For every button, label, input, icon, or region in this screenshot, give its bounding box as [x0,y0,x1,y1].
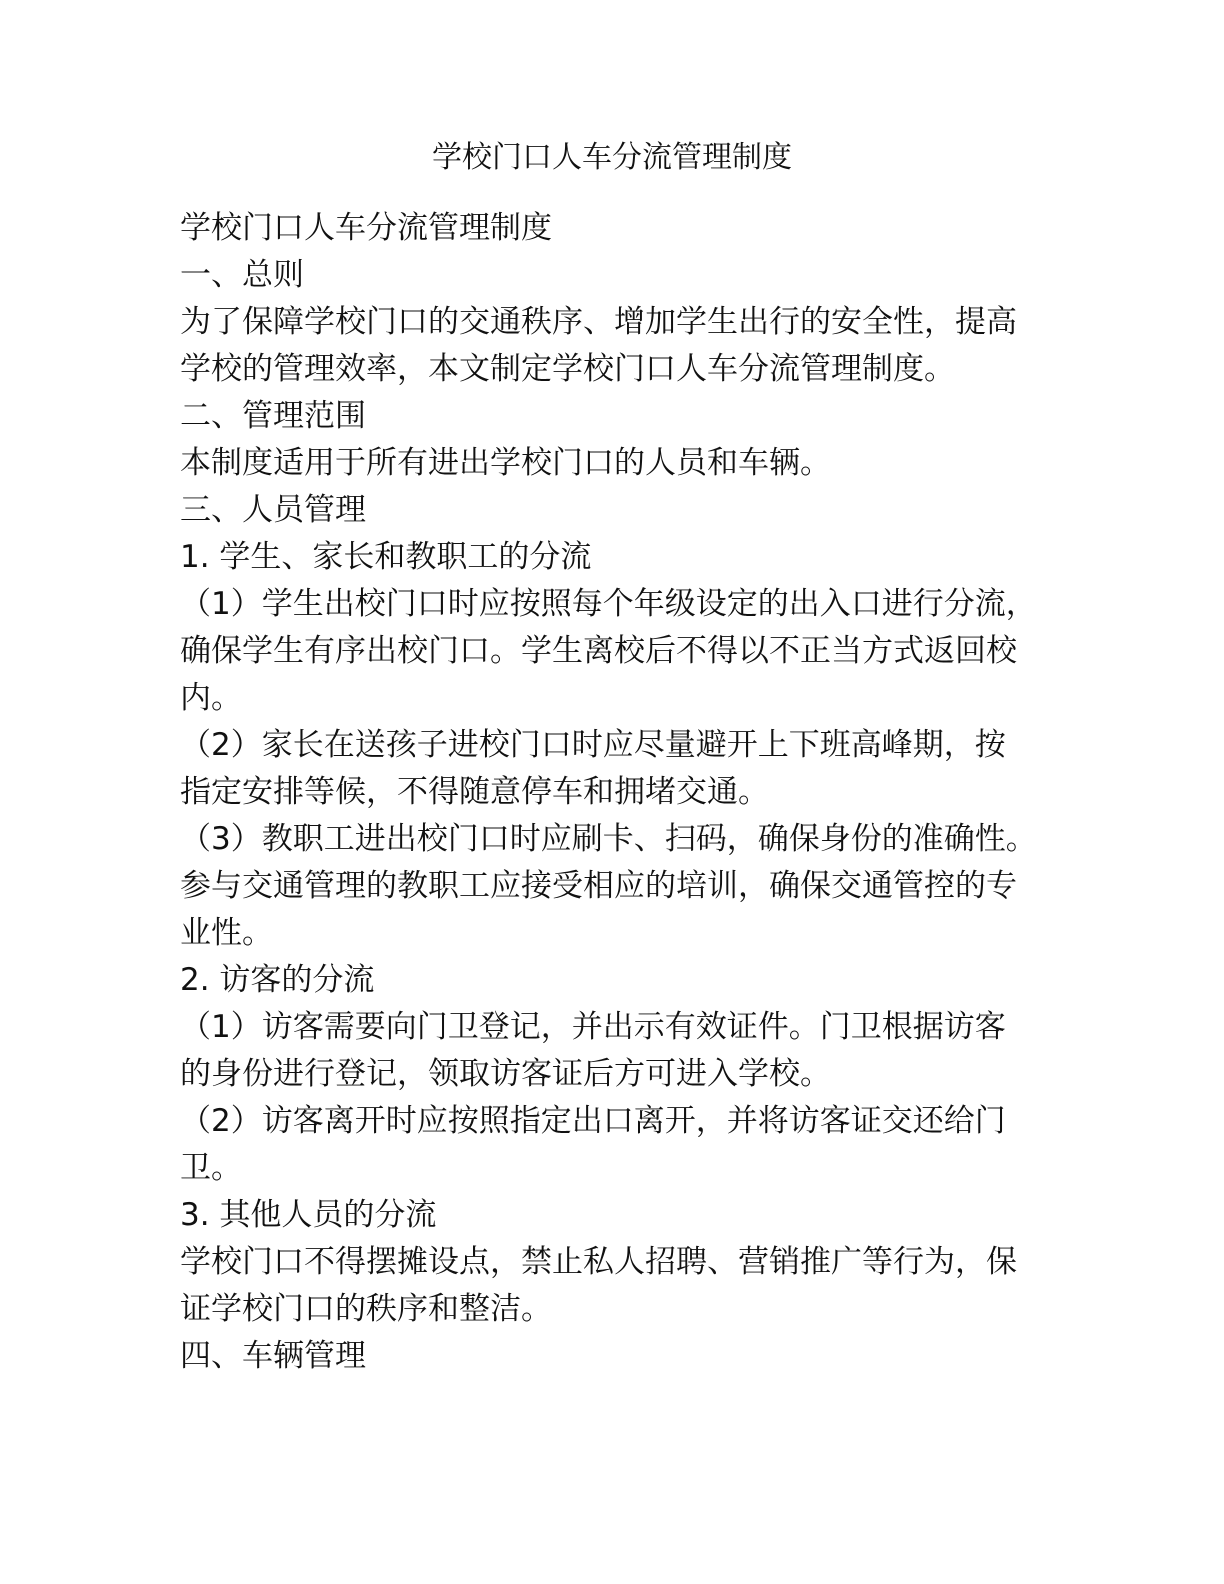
text-line: 为了保障学校门口的交通秩序、增加学生出行的安全性，提高 [180,304,1017,340]
subsection-heading: 2. 访客的分流 [180,962,375,998]
text-line: （1）学生出校门口时应按照每个年级设定的出入口进行分流， [180,586,1037,622]
text-line: 证学校门口的秩序和整洁。 [180,1291,552,1327]
text-line: 内。 [180,680,242,716]
text-line: （2）家长在送孩子进校门口时应尽量避开上下班高峰期，按 [180,727,1006,763]
text-line: 的身份进行登记，领取访客证后方可进入学校。 [180,1056,831,1092]
section-heading-scope: 二、管理范围 [180,398,366,434]
text-line: （3）教职工进出校门口时应刷卡、扫码，确保身份的准确性。 [180,821,1037,857]
text-line: 学校门口不得摆摊设点，禁止私人招聘、营销推广等行为，保 [180,1244,1017,1280]
subsection-heading: 3. 其他人员的分流 [180,1197,437,1233]
text-line: 卫。 [180,1150,242,1186]
text-line: 确保学生有序出校门口。学生离校后不得以不正当方式返回校 [180,633,1017,669]
text-line: （1）访客需要向门卫登记，并出示有效证件。门卫根据访客 [180,1009,1006,1045]
section-heading-vehicles: 四、车辆管理 [180,1338,366,1374]
text-line: 本制度适用于所有进出学校门口的人员和车辆。 [180,445,831,481]
section-heading-general: 一、总则 [180,257,304,293]
text-line: 学校的管理效率，本文制定学校门口人车分流管理制度。 [180,351,955,387]
subsection-heading: 1. 学生、家长和教职工的分流 [180,539,592,575]
section-heading-personnel: 三、人员管理 [180,492,366,528]
text-line: 指定安排等候，不得随意停车和拥堵交通。 [180,774,769,810]
text-line: （2）访客离开时应按照指定出口离开，并将访客证交还给门 [180,1103,1006,1139]
subtitle-line: 学校门口人车分流管理制度 [180,210,552,246]
document-body [180,205,1060,1380]
text-line: 业性。 [180,915,273,951]
document-title: 学校门口人车分流管理制度 [432,140,792,175]
text-line: 参与交通管理的教职工应接受相应的培训，确保交通管控的专 [180,868,1017,904]
